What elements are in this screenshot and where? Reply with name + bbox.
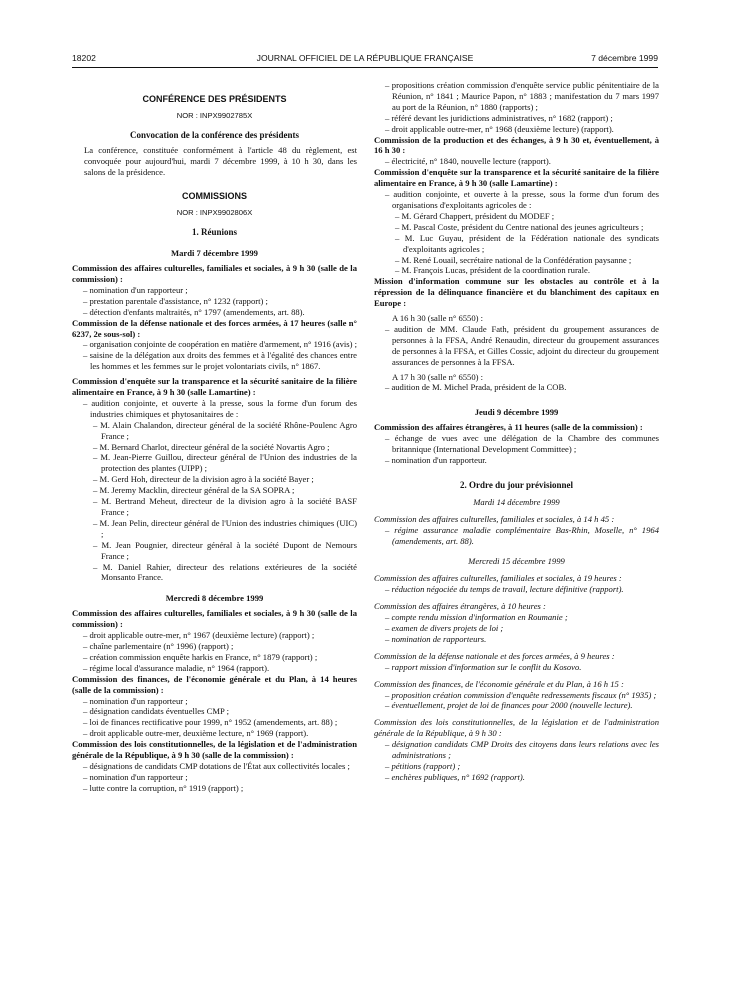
- agenda-item: – désignation candidats CMP Droits des citoyens dans leurs relations avec les administrations ;: [385, 739, 659, 761]
- journal-title: JOURNAL OFFICIEL DE LA RÉPUBLIQUE FRANÇAISE: [256, 53, 474, 63]
- reunions-title: 1. Réunions: [191, 227, 237, 238]
- right-column: [374, 80, 659, 783]
- page-header: [72, 53, 658, 67]
- agenda-item: – réduction négociée du temps de travail, lecture définitive (rapport).: [385, 584, 624, 595]
- agenda-item: – détection d'enfants maltraités, n° 1797 (amendements, art. 88).: [83, 306, 305, 317]
- agenda-item: – nomination d'un rapporteur ;: [83, 695, 188, 706]
- agenda-item: – audition conjointe, et ouverte à la presse, sous la forme d'un forum des industries chimiques et phytosanitaires de :: [83, 397, 357, 419]
- participant-list: [72, 420, 357, 584]
- commission-heading: Commission des finances, de l'économie générale et du Plan, à 14 heures (salle de la commission) :: [72, 673, 357, 695]
- participant: – M. Jeremy Macklin, directeur général de la SA SOPRA ;: [93, 485, 295, 496]
- commission-heading: Commission d'enquête sur la transparence et la sécurité sanitaire de la filière alimentaire en France, à 9 h 30 (salle Lamartine) :: [72, 376, 357, 398]
- agenda-item: – organisation conjointe de coopération en matière d'armement, n° 1916 (avis) ;: [83, 339, 358, 350]
- commission-heading: Commission des lois constitutionnelles, de la législation et de l'administration générale de la République, à 9 h 30 :: [374, 717, 659, 739]
- agenda-item: – désignations de candidats CMP dotations de l'État aux collectivités locales ;: [83, 760, 350, 771]
- commission-items: [72, 696, 357, 740]
- agenda-item: – échange de vues avec une délégation de la Chambre des communes britannique (International Development Committee) ;: [385, 433, 659, 455]
- commission-items: [72, 761, 357, 794]
- participant: – M. René Louail, secrétaire national de la Confédération paysanne ;: [395, 254, 632, 265]
- left-column: [72, 80, 357, 794]
- agenda-item: – nomination d'un rapporteur.: [385, 455, 487, 465]
- agenda-item: – droit applicable outre-mer, deuxième lecture, n° 1969 (rapport).: [83, 728, 309, 739]
- commission-items: [72, 285, 357, 318]
- issue-date: 7 décembre 1999: [591, 53, 658, 63]
- commission-heading: Commission des affaires culturelles, familiales et sociales, à 9 h 30 (salle de la commission) :: [72, 263, 357, 284]
- agenda-item: – référé devant les juridictions administratives, n° 1682 (rapport) ;: [385, 112, 613, 123]
- agenda-item: – examen de divers projets de loi ;: [385, 622, 504, 633]
- agenda-item: – nomination d'un rapporteur ;: [83, 284, 188, 295]
- agenda-item: – loi de finances rectificative pour 1999, n° 1952 (amendements, art. 88) ;: [83, 717, 338, 728]
- commission-items: [374, 739, 659, 783]
- agenda-item: – éventuellement, projet de loi de finances pour 2000 (nouvelle lecture).: [385, 700, 633, 711]
- participant: – M. Gérard Chappert, président du MODEF ;: [395, 210, 555, 221]
- agenda-item: – audition de M. Michel Prada, président de la COB.: [385, 382, 567, 393]
- commission-items: [374, 612, 659, 645]
- agenda-item: – enchères publiques, n° 1692 (rapport).: [385, 771, 525, 782]
- mission-heading: Mission d'information commune sur les obstacles au contrôle et à la répression de la délinquance financière et du blanchiment des capitaux en Europe :: [374, 276, 659, 309]
- agenda-item: – lutte contre la corruption, n° 1919 (rapport) ;: [83, 782, 244, 793]
- commission-items: [72, 339, 357, 372]
- commission-heading: Commission de la défense nationale et des forces armées, à 17 heures (salle n° 6237, 2e sous-sol) :: [72, 317, 357, 339]
- agenda-item: – électricité, n° 1840, nouvelle lecture (rapport).: [385, 156, 551, 167]
- agenda-item: – pétitions (rapport) ;: [385, 760, 461, 771]
- agenda-item: – régime assurance maladie complémentaire Bas-Rhin, Moselle, n° 1964 (amendements, art. 88).: [385, 524, 659, 546]
- agenda-item: – compte rendu mission d'information en Roumanie ;: [385, 612, 568, 623]
- agenda-item: – droit applicable outre-mer, n° 1968 (deuxième lecture) (rapport).: [385, 123, 614, 134]
- agenda-item: – nomination de rapporteurs.: [385, 633, 487, 644]
- session-time: A 16 h 30 (salle n° 6550) :: [392, 313, 484, 324]
- date-heading-mercredi-8: Mercredi 8 décembre 1999: [165, 593, 264, 604]
- participant: – M. Jean-Pierre Guillou, directeur général de l'Union des industries de la protection des plantes (UIPP) ;: [93, 452, 357, 474]
- commission-heading: Commission d'enquête sur la transparence et la sécurité sanitaire de la filière alimentaire en France, à 9 h 30 (salle Lamartine) :: [374, 167, 659, 189]
- commission-heading: Commission des affaires culturelles, familiales et sociales, à 19 heures :: [374, 573, 622, 584]
- session-time: A 17 h 30 (salle n° 6550) :: [392, 371, 484, 382]
- agenda-item: – droit applicable outre-mer, n° 1967 (deuxième lecture) (rapport) ;: [83, 630, 315, 641]
- participant: – M. Luc Guyau, président de la Fédération nationale des syndicats d'exploitants agricoles ;: [395, 232, 659, 254]
- participant: – M. Alain Chalandon, directeur général de la société Rhône-Poulenc Agro France ;: [93, 419, 357, 441]
- agenda-item: – audition de MM. Claude Fath, président du groupement assurances de personnes à la FFSA, André Renaudin, directeur du groupement assurances de personnes à la FFSA, et Gilles Cossic, adjoint du directeur du groupement assurances de personnes à la FFSA.: [385, 323, 659, 367]
- ordre-du-jour-title: 2. Ordre du jour prévisionnel: [460, 479, 573, 490]
- commission-heading: Commission des affaires culturelles, familiales et sociales, à 14 h 45 :: [374, 513, 615, 524]
- conference-title: CONFÉRENCE DES PRÉSIDENTS: [142, 94, 287, 104]
- convocation-text: La conférence, constituée conformément à l'article 48 du règlement, est convoquée pour aujourd'hui, mardi 7 décembre 1999, à 10 h 30, dans les salons de la présidence.: [84, 144, 357, 177]
- participant: – M. Pascal Coste, président du Centre national des jeunes agriculteurs ;: [395, 221, 644, 232]
- participant: – M. Bertrand Meheut, directeur de la division agro à la société BASF France ;: [93, 496, 357, 517]
- commission-heading: Commission des finances, de l'économie générale et du Plan, à 16 h 15 :: [374, 678, 624, 689]
- commission-items: [374, 80, 659, 135]
- participant: – M. Jean Pelin, directeur général de l'Union des industries chimiques (UIC) ;: [93, 517, 357, 539]
- participant-list: [374, 211, 659, 276]
- commission-heading: Commission de la défense nationale et des forces armées, à 9 heures :: [374, 650, 615, 661]
- agenda-item: – chaîne parlementaire (n° 1996) (rapport) ;: [83, 640, 234, 651]
- commissions-nor: NOR : INPX9902806X: [176, 208, 253, 218]
- commission-items: [374, 690, 659, 712]
- participant: – M. François Lucas, président de la coordination rurale.: [395, 265, 590, 276]
- date-heading-mercredi-15: Mercredi 15 décembre 1999: [468, 556, 565, 567]
- agenda-item: – création commission enquête harkis en France, n° 1879 (rapport) ;: [83, 651, 318, 662]
- agenda-item: – rapport mission d'information sur le conflit du Kosovo.: [385, 661, 582, 672]
- agenda-item: – saisine de la délégation aux droits des femmes et à l'égalité des chances entre les hommes et les femmes sur le projet volontariats civils, n° 1867.: [83, 350, 357, 372]
- participant: – M. Daniel Rahier, directeur des relations extérieures de la société Monsanto France.: [93, 561, 357, 583]
- agenda-item: – propositions création commission d'enquête service public pénitentiaire de la Réunion, n° 1841 ; Maurice Papon, n° 1883 ; manifestation du 7 mars 1997 au port de la Réunion, n° 1880 (rapports) ;: [385, 80, 659, 112]
- commission-heading: Commission des affaires culturelles, familiales et sociales, à 9 h 30 (salle de la commission) :: [72, 608, 357, 630]
- conference-nor: NOR : INPX9902785X: [176, 110, 253, 120]
- commissions-title: COMMISSIONS: [181, 191, 247, 202]
- commission-heading: Commission des affaires étrangères, à 11 heures (salle de la commission) :: [374, 422, 643, 433]
- agenda-item: – désignation candidats éventuelles CMP ;: [83, 706, 229, 717]
- commission-heading: Commission des lois constitutionnelles, de la législation et de l'administration générale de la République, à 9 h 30 (salle de la commission) :: [72, 739, 357, 761]
- commission-heading: Commission de la production et des échanges, à 9 h 30 et, éventuellement, à 16 h 30 :: [374, 134, 659, 156]
- participant: – M. Jean Pougnier, directeur général à la société Dupont de Nemours France ;: [93, 539, 357, 561]
- page-number: 18202: [72, 53, 96, 63]
- agenda-item: – prestation parentale d'assistance, n° 1232 (rapport) ;: [83, 295, 268, 306]
- date-heading-mardi-14: Mardi 14 décembre 1999: [473, 496, 560, 507]
- commission-items: [374, 433, 659, 466]
- date-heading-jeudi-9: Jeudi 9 décembre 1999: [474, 407, 559, 418]
- participant: – M. Gerd Hoh, directeur de la division agro à la société Bayer ;: [93, 474, 314, 485]
- agenda-item: – nomination d'un rapporteur ;: [83, 771, 188, 782]
- agenda-item: – audition conjointe, et ouverte à la presse, sous la forme d'un forum des organisations d'exploitants agricoles de :: [385, 189, 659, 210]
- agenda-item: – régime local d'assurance maladie, n° 1964 (rapport).: [83, 662, 270, 673]
- commission-heading: Commission des affaires étrangères, à 10 heures :: [374, 601, 546, 612]
- agenda-item: – proposition création commission d'enquête redressements fiscaux (n° 1935) ;: [385, 689, 657, 700]
- convocation-title: Convocation de la conférence des présidents: [129, 129, 300, 140]
- date-heading-mardi-7: Mardi 7 décembre 1999: [171, 248, 258, 259]
- participant: – M. Bernard Charlot, directeur général de la société Novartis Agro ;: [93, 441, 330, 452]
- commission-items: [72, 630, 357, 674]
- header-rule: [72, 67, 658, 68]
